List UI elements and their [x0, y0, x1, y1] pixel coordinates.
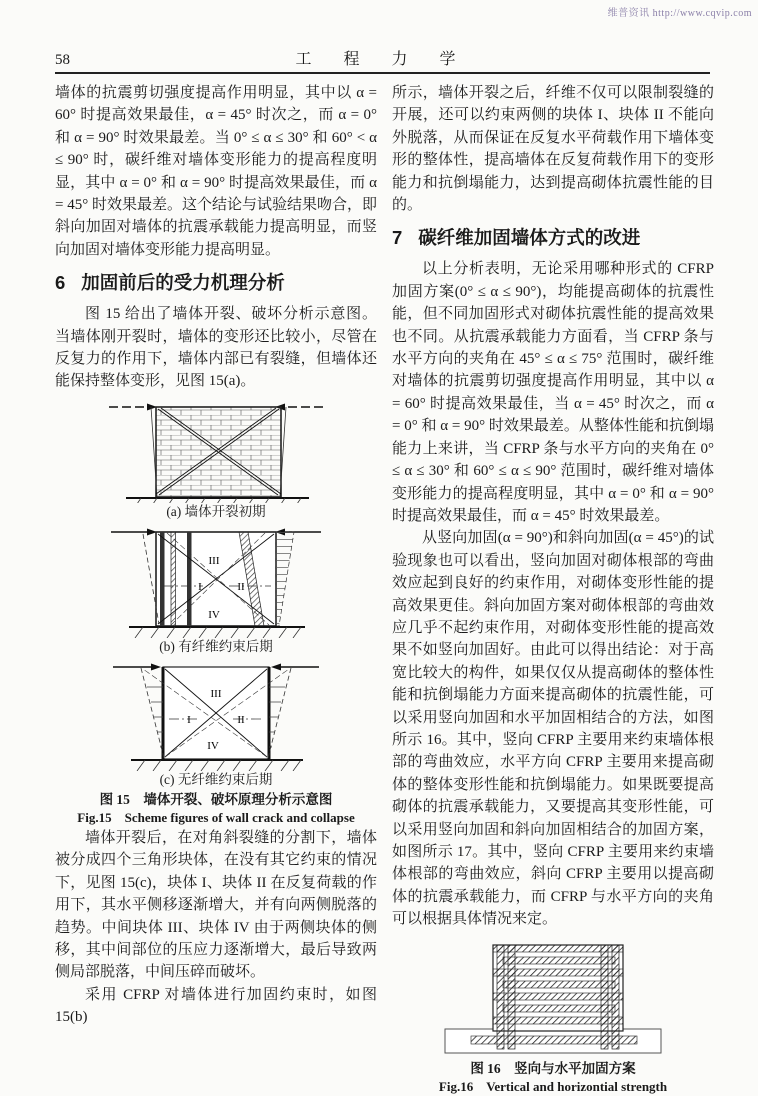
section-6-title: 加固前后的受力机理分析	[81, 272, 285, 294]
paragraph: 以上分析表明，无论采用哪种形式的 CFRP 加固方案(0° ≤ α ≤ 90°)，均能提高砌体的抗震性能，但不同加固形式对砌体抗震性能的提高效果也不同。从抗震承载能力方面看，当 CFRP 条与水平方向的夹角在 45° ≤ α ≤ 75° 范围时，碳纤维对墙体的抗震剪切强度提高作用明显，其中以 α = 60° 时提高效果最佳，当 α = 45° 时次之，而 α = 0° 和 α = 90° 时效果最差。从整体性能和抗倒塌能力上来讲，当 CFRP 条与水平方向的夹角在 0° ≤ α ≤ 30° 和 60° ≤ α ≤ 90° 范围时，碳纤维对墙体变形能力的提高程度明显，其中 α = 0° 和 α = 90° 时提高效果最佳，而 α = 45° 时效果最差。	[392, 261, 714, 524]
figure-15a-wall-crack-diagram	[101, 395, 331, 503]
section-7-heading	[392, 225, 714, 251]
figure-15b-fiber-restrained-diagram	[101, 522, 331, 638]
block-label-II: II	[237, 713, 245, 726]
page-number: 58	[55, 52, 70, 68]
figure-15c-unrestrained-diagram	[101, 657, 331, 771]
figure-15a-caption: (a) 墙体开裂初期	[166, 503, 266, 519]
paragraph: 从竖向加固(α = 90°)和斜向加固(α = 45°)的试验现象也可以看出，竖向加固对砌体根部的弯曲效应起到良好的约束作用，对砌体变形性能的提高效果更佳。斜向加固方案对砌体根部的弯曲效应几乎不起约束作用，对砌体变形性能的提高效果不如竖向加固好。由此可以得出结论：对于高宽比较大的构件，如果仅仅从提高砌体的整体性能和抗倒塌能力方面来提高砌体的抗震性能，可以采用竖向加固和水平加固相结合的方法，如图所示 16。其中，竖向 CFRP 主要用来约束墙体根部的弯曲效应，水平方向 CFRP 主要用来提高砌体的整体变形性能和抗倒塌能力。如果既要提高砌体的抗震承载能力，又要提高其变形性能，可以采用竖向加固和斜向加固相结合的加固方案，如图所示 17。其中，竖向 CFRP 主要用来约束墙体根部的弯曲效应，斜向 CFRP 主要用以提高砌体的抗震承载能力，而 CFRP 与水平方向的夹角可以根据具体情况来定。	[392, 530, 714, 928]
section-7-title: 碳纤维加固墙体方式的改进	[418, 227, 641, 249]
paragraph: 图 15 给出了墙体开裂、破坏分析示意图。当墙体刚开裂时，墙体的变形还比较小，尽管在反复力的作用下，墙体内部已有裂缝，但墙体还能保持整体变形，见图 15(a)。	[55, 306, 377, 390]
section-7-number: 7	[392, 227, 403, 249]
figure-16-caption-en: Fig.16 Vertical and horizontial strength	[438, 1078, 668, 1094]
block-label-I: I	[198, 580, 202, 593]
paragraph: 墙体的抗震剪切强度提高作用明显，其中以 α = 60° 时提高效果最佳，α = 45° 时次之，而 α = 0° 和 α = 90° 时效果最差。当 0° ≤ α ≤ 30° 和 60° < α ≤ 90° 时，碳纤维对墙体变形能力的提高程度明显，其中 α = 0° 和 α = 90° 时提高效果最佳，而 α = 45° 时效果最差。这个结论与试验结果吻合，即斜向加固对墙体的抗震承载能力提高明显，而竖向加固对墙体变形能力提高明显。	[55, 85, 377, 258]
journal-title: 工 程 力 学	[295, 51, 470, 68]
block-label-IV: IV	[207, 739, 219, 752]
figure-15	[55, 395, 377, 827]
figure-15c-caption: (c) 无纤维约束后期	[159, 771, 273, 787]
paragraph: 所示，墙体开裂之后，纤维不仅可以限制裂缝的开展，还可以约束两侧的块体 I、块体 II 不能向外脱落，从而保证在反复水平荷载作用下墙体变形的整体性，提高墙体在反复荷载作用下的变形能力和抗倒塌能力，达到提高砌体抗震性能的目的。	[392, 85, 714, 214]
figure-16-reinforcement-diagram	[433, 939, 673, 1057]
figure-15-caption-cn: 图 15 墙体开裂、破坏原理分析示意图	[99, 791, 333, 807]
paragraph: 墙体开裂后，在对角斜裂缝的分割下，墙体被分成四个三角形块体，在没有其它约束的情况下，见图 15(c)，块体 I、块体 II 在反复荷载的作用下，其水平侧移逐渐增大，并有向两侧脱落的趋势。中间块体 III、块体 IV 由于两侧块体的侧移，其中间部位的压应力逐渐增大，最后导致两侧局部脱落，中间压碎而破坏。	[55, 829, 377, 981]
figure-15b-caption: (b) 有纤维约束后期	[159, 638, 273, 654]
section-6-number: 6	[55, 272, 66, 294]
block-label-II: II	[237, 580, 245, 593]
page-header	[55, 46, 710, 74]
left-column	[55, 82, 377, 1029]
figure-16	[392, 939, 714, 1096]
block-label-III: III	[208, 554, 220, 567]
figure-16-caption-cn: 图 16 竖向与水平加固方案	[470, 1060, 636, 1076]
cqvip-watermark: 维普资讯 http://www.cqvip.com	[607, 8, 752, 19]
paragraph: 采用 CFRP 对墙体进行加固约束时，如图 15(b)	[55, 986, 377, 1026]
block-label-IV: IV	[208, 608, 220, 621]
right-column	[392, 82, 714, 1096]
figure-15-caption-en: Fig.15 Scheme figures of wall crack and collapse	[77, 809, 355, 825]
section-6-heading	[55, 270, 377, 296]
block-label-I: I	[187, 713, 191, 726]
block-label-III: III	[210, 687, 222, 700]
